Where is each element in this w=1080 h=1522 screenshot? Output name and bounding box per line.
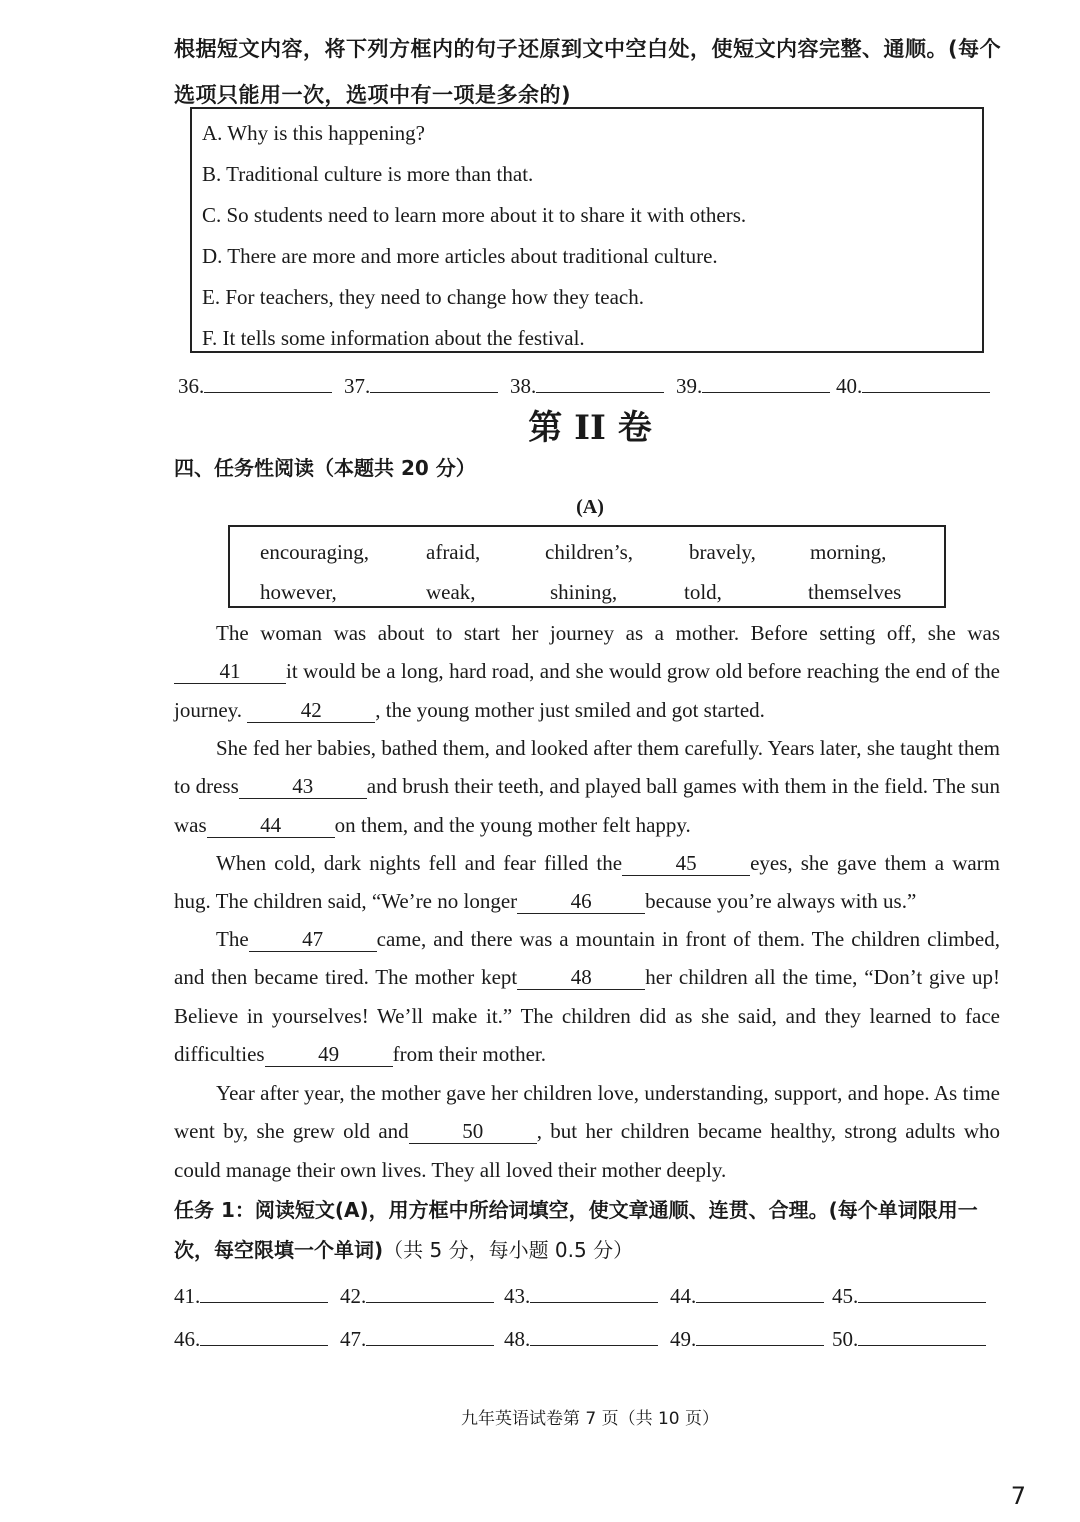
- gap-42[interactable]: 42: [247, 698, 375, 723]
- word-bank-item: however,: [260, 580, 337, 604]
- instructions: [174, 26, 1004, 118]
- option-f: F. It tells some information about the festival.: [202, 326, 585, 350]
- answer-blank-38[interactable]: 38.: [510, 370, 664, 399]
- answer-blank-49[interactable]: 49.: [670, 1323, 824, 1352]
- gap-48[interactable]: 48: [517, 965, 645, 990]
- page-number: 7: [1010, 1482, 1026, 1510]
- word-bank-box: [228, 525, 946, 608]
- passage-paragraph-4: The 47 came, and there was a mountain in front of them. The children climbed, and then became tired. The mother kept 48 her children all the time, “Don’t give up! Believe in yourselves! We’ll make it.” The children did as she said, and they learned to face difficulties 49 from their mother.: [174, 927, 1001, 1067]
- answer-blank-46[interactable]: 46.: [174, 1323, 328, 1352]
- answer-blanks-36-40: [178, 370, 1008, 400]
- answer-blank-36[interactable]: 36.: [178, 370, 332, 399]
- answer-blank-39[interactable]: 39.: [676, 370, 830, 399]
- gap-45[interactable]: 45: [622, 851, 750, 876]
- option-a: A. Why is this happening?: [202, 121, 426, 145]
- instructions-line-2: 选项只能用一次，选项中有一项是多余的): [174, 83, 572, 107]
- word-bank-item: themselves: [808, 580, 902, 604]
- gap-49[interactable]: 49: [265, 1042, 393, 1067]
- answer-blank-45[interactable]: 45.: [832, 1280, 986, 1309]
- gap-44[interactable]: 44: [207, 813, 335, 838]
- passage-paragraph-2: She fed her babies, bathed them, and looked after them carefully. Years later, she taught them to dress 43 and brush their teeth, and played ball games with them in the field. The sun was 44 on them, and the young mother felt happy.: [174, 736, 1000, 837]
- option-c: C. So students need to learn more about it to share it with others.: [202, 203, 747, 227]
- word-bank-item: encouraging,: [260, 540, 370, 564]
- option-e: E. For teachers, they need to change how they teach.: [202, 285, 644, 309]
- answer-blanks-41-45: [174, 1280, 1004, 1310]
- answer-blank-40[interactable]: 40.: [836, 370, 990, 399]
- gap-43[interactable]: 43: [239, 774, 367, 799]
- gap-50[interactable]: 50: [409, 1119, 537, 1144]
- word-bank-item: weak,: [426, 580, 476, 604]
- option-d: D. There are more and more articles about traditional culture.: [202, 244, 718, 268]
- word-bank-item: morning,: [810, 540, 887, 564]
- gap-47[interactable]: 47: [249, 927, 377, 952]
- answer-blank-37[interactable]: 37.: [344, 370, 498, 399]
- word-bank-item: afraid,: [426, 540, 481, 564]
- task-1-instructions: 任务 1：阅读短文(A)，用方框中所给词填空，使文章通顺、连贯、合理。(每个单词限用一次，每空限填一个单词)（共 5 分，每小题 0.5 分）: [174, 1198, 978, 1262]
- answer-blank-43[interactable]: 43.: [504, 1280, 658, 1309]
- word-bank-item: children’s,: [545, 540, 634, 564]
- page-footer: 九年英语试卷第 7 页（共 10 页）: [460, 1409, 720, 1429]
- answer-blank-41[interactable]: 41.: [174, 1280, 328, 1309]
- word-bank-item: told,: [684, 580, 722, 604]
- passage-paragraph-1: The woman was about to start her journey as a mother. Before setting off, she was41 it would be a long, hard road, and she would grow old before reaching the end of the journey. 42 , the young mother just smiled and got started.: [174, 621, 1000, 722]
- word-bank-item: shining,: [550, 580, 618, 604]
- answer-blank-42[interactable]: 42.: [340, 1280, 494, 1309]
- section-title: 四、任务性阅读（本题共 20 分）: [174, 456, 476, 480]
- instructions-line-1: 根据短文内容，将下列方框内的句子还原到文中空白处，使短文内容完整、通顺。(每个: [174, 37, 1002, 61]
- option-b: B. Traditional culture is more than that.: [202, 162, 534, 186]
- passage-label: (A): [576, 496, 604, 518]
- gap-41[interactable]: 41: [174, 659, 286, 684]
- passage-paragraph-5: Year after year, the mother gave her children love, understanding, support, and hope. As time went by, she grew old and 50 , but her children became healthy, strong adults who could manage their own lives. They all loved their mother deeply.: [174, 1081, 1000, 1182]
- answer-blank-47[interactable]: 47.: [340, 1323, 494, 1352]
- answer-blank-48[interactable]: 48.: [504, 1323, 658, 1352]
- answer-blank-50[interactable]: 50.: [832, 1323, 986, 1352]
- word-bank-item: bravely,: [689, 540, 756, 564]
- volume-title: 第 II 卷: [528, 408, 652, 448]
- options-box: [190, 107, 984, 353]
- answer-blanks-46-50: [174, 1323, 1004, 1353]
- passage-paragraph-3: When cold, dark nights fell and fear filled the 45 eyes, she gave them a warm hug. The children said, “We’re no longer 46 because you’re always with us.”: [174, 851, 1001, 914]
- answer-blank-44[interactable]: 44.: [670, 1280, 824, 1309]
- gap-46[interactable]: 46: [517, 889, 645, 914]
